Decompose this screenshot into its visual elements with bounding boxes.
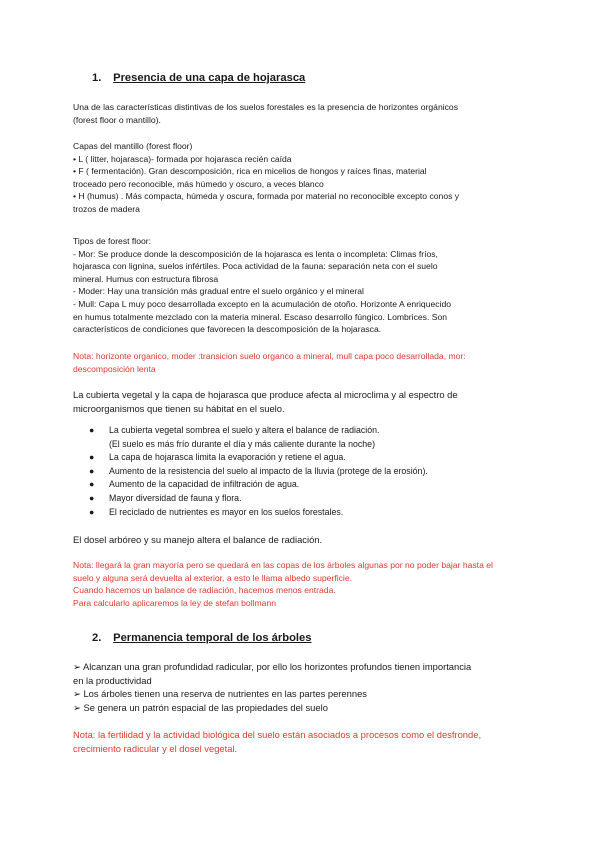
- text-line: El dosel arbóreo y su manejo altera el balance de radiación.: [73, 534, 323, 545]
- note-line: Para calcularlo aplicaremos la ley de stefan bollmann: [73, 597, 277, 608]
- list-item: ● La capa de hojarasca limita la evaporación y retiene el agua.: [89, 451, 428, 465]
- text-line: La cubierta vegetal y la capa de hojarasca que produce afecta al microclima y al espectro de: [73, 389, 458, 400]
- note-line: suelo y alguna será devuelta al exterior, a esto le llama albedo superficie.: [73, 572, 352, 583]
- text-line: • H (humus) . Más compacta, húmeda y oscura, formada por material no reconocible excepto conos y: [73, 191, 460, 202]
- list-item: ● El reciclado de nutrientes es mayor en los suelos forestales.: [89, 506, 428, 520]
- text-line: - Mull: Capa L muy poco desarrollada excepto en la acumulación de otoño. Horizonte A enriquecido: [73, 298, 452, 309]
- section-2-heading: [92, 632, 311, 644]
- capas-paragraph: [73, 140, 528, 216]
- text-line: • F ( fermentación). Gran descomposición, rica en micelios de hongos y raíces finas, material: [73, 166, 427, 177]
- note-3: [73, 728, 528, 755]
- bullet-icon: ●: [89, 479, 95, 490]
- effects-bullet-list: [89, 424, 428, 519]
- section-2-title: Permanencia temporal de los árboles: [113, 632, 312, 644]
- dosel-paragraph: [73, 533, 528, 547]
- list-item: ● Aumento de la capacidad de infiltración de agua.: [89, 478, 428, 492]
- text-line: característicos de condiciones que favorecen la descomposición de la hojarasca.: [73, 324, 382, 335]
- arrow-item: ➢ Los árboles tienen una reserva de nutrientes en las partes perennes: [73, 688, 367, 699]
- note-line: Nota: horizonte organico, moder :transicion suelo organco a mineral, mull capa poco desarrollada, mor:: [73, 351, 466, 361]
- bullet-icon: ●: [89, 506, 95, 517]
- section-2-items: [73, 660, 528, 714]
- list-item: ● Mayor diversidad de fauna y flora.: [89, 492, 428, 506]
- text-line: - Moder: Hay una transición más gradual entre el suelo orgánico y el mineral: [73, 286, 364, 297]
- text-line: troceado pero reconocible, más húmedo y oscuro, a veces blanco: [73, 178, 324, 189]
- arrow-item-continuation: en la productividad: [73, 674, 152, 686]
- section-1-title: Presencia de una capa de hojarasca: [113, 72, 306, 84]
- text-line: (forest floor o mantillo).: [73, 114, 161, 125]
- text-line: Capas del mantillo (forest floor): [73, 141, 193, 151]
- text-line: Una de las características distintivas de los suelos forestales es la presencia de horizontes orgánicos: [73, 102, 459, 112]
- arrow-item: ➢ Se genera un patrón espacial de las propiedades del suelo: [73, 701, 328, 713]
- text-line: microorganismos que tienen su hábitat en el suelo.: [73, 402, 285, 414]
- section-2-number: 2.: [92, 632, 102, 644]
- list-item: ● Aumento de la resistencia del suelo al impacto de la lluvia (protege de la erosión).: [89, 465, 428, 479]
- bullet-icon: ●: [89, 465, 95, 476]
- note-1: [73, 350, 528, 375]
- note-line: Nota: la fertilidad y la actividad biológica del suelo están asociados a procesos como el desfronde,: [73, 729, 482, 740]
- cubierta-paragraph: [73, 388, 528, 415]
- tipos-paragraph: [73, 235, 528, 336]
- bullet-icon: ●: [89, 452, 95, 463]
- text-line: • L ( litter, hojarasca)- formada por hojarasca recién caída: [73, 153, 292, 164]
- text-line: en humus totalmente mezclado con la materia mineral. Escaso desarrollo fúngico. Lombrices. Son: [73, 311, 448, 322]
- text-line: mineral. Humus con estructura fibrosa: [73, 273, 219, 284]
- list-item-continuation: (El suelo es más frío durante el día y más caliente durante la noche): [109, 438, 376, 449]
- note-line: descomposición lenta: [73, 363, 156, 374]
- list-item: ● La cubierta vegetal sombrea el suelo y altera el balance de radiación.: [89, 424, 428, 438]
- bullet-icon: ●: [89, 492, 95, 503]
- text-line: hojarasca con lignina, suelos infértiles. Poca actividad de la fauna: separación neta con el suelo: [73, 261, 438, 272]
- intro-paragraph: [73, 101, 528, 126]
- note-2: [73, 559, 528, 609]
- text-line: - Mor: Se produce donde la descomposición de la hojarasca es lenta o incompleta: Climas fríos,: [73, 248, 438, 259]
- text-line: Tipos de forest floor:: [73, 236, 152, 246]
- arrow-item: ➢ Alcanzan una gran profundidad radicular, por ello los horizontes profundos tienen importancia: [73, 661, 472, 672]
- note-line: crecimiento radicular y el dosel vegetal.: [73, 742, 238, 754]
- bullet-icon: ●: [89, 425, 95, 435]
- section-1-number: 1.: [92, 72, 102, 84]
- note-line: Cuando hacemos un balance de radiación, hacemos menos entrada.: [73, 585, 336, 596]
- note-line: Nota: llegará la gran mayoría pero se quedará en las copas de los árboles algunas por no poder bajar hasta el: [73, 560, 493, 570]
- section-1-heading: [92, 72, 305, 84]
- text-line: trozos de madera: [73, 203, 140, 214]
